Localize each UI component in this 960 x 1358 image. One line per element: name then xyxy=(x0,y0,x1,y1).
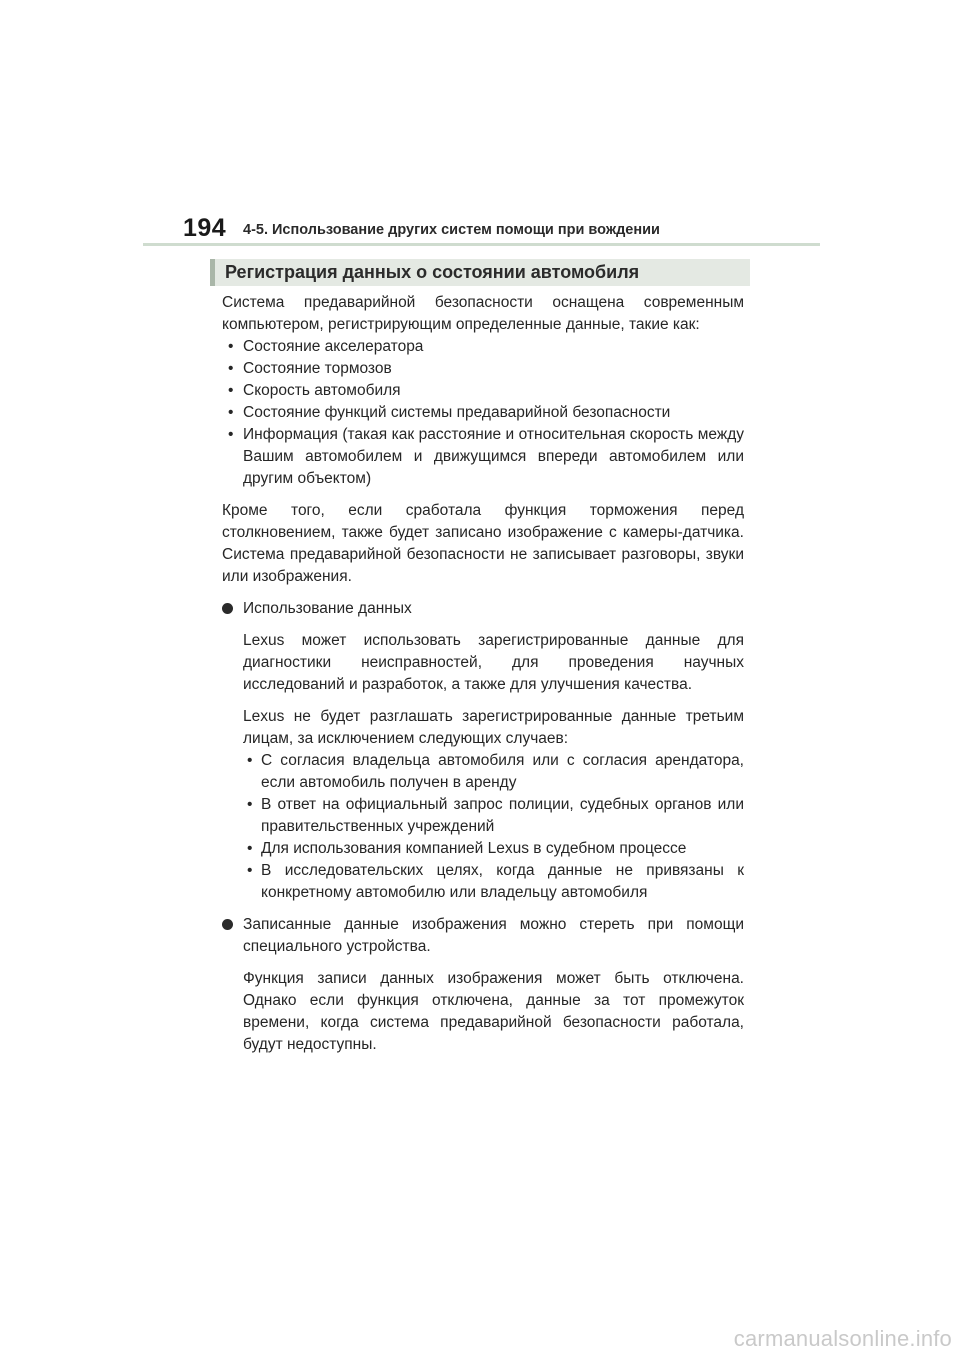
page-number: 194 xyxy=(183,214,227,242)
watermark: carmanualsonline.info xyxy=(733,1326,952,1351)
intro-paragraph: Система предаварийной безопасности оснащена современным компьютером, регистрирующим определенные данные, такие как: xyxy=(222,294,744,333)
camera-note-paragraph: Кроме того, если сработала функция торможения перед столкновением, также будет записано изображение с камеры-датчика. Система предаварийной безопасности не записывает разговоры, звуки или изображения. xyxy=(222,502,744,585)
list-item: • Информация (такая как расстояние и относительная скорость между Вашим автомобилем и движущимся впереди автомобилем или другим объектом) xyxy=(222,424,744,490)
running-head: 4-5. Использование других систем помощи при вождении xyxy=(243,222,660,238)
section-accent xyxy=(210,259,215,286)
usage-paragraph-1: Lexus может использовать зарегистрированные данные для диагностики неисправностей, для проведения научных исследований и разработок, а также для улучшения качества. xyxy=(243,632,744,693)
section-header xyxy=(210,259,750,286)
usage-paragraph-2: Lexus не будет разглашать зарегистрированные данные третьим лицам, за исключением следующих случаев: xyxy=(243,708,744,747)
list-item: • Состояние акселератора xyxy=(222,336,744,358)
bullet-dot-icon xyxy=(222,919,233,930)
list-item: • В ответ на официальный запрос полиции, судебных органов или правительственных учреждений xyxy=(243,794,744,838)
erase-heading: Записанные данные изображения можно стереть при помощи специального устройства. xyxy=(243,916,744,955)
page-content xyxy=(222,292,744,1056)
erase-section xyxy=(222,914,744,1056)
section-title: Регистрация данных о состоянии автомобиля xyxy=(225,262,640,282)
list-item: • Состояние функций системы предаварийной безопасности xyxy=(222,402,744,424)
list-item: • С согласия владельца автомобиля или с согласия арендатора, если автомобиль получен в аренду xyxy=(243,750,744,794)
list-item: • В исследовательских целях, когда данные не привязаны к конкретному автомобилю или владельцу автомобиля xyxy=(243,860,744,904)
header-rule xyxy=(143,243,820,246)
usage-heading: Использование данных xyxy=(243,600,412,617)
list-item: • Скорость автомобиля xyxy=(222,380,744,402)
usage-section xyxy=(222,598,744,904)
list-item: • Для использования компанией Lexus в судебном процессе xyxy=(243,838,744,860)
recorded-items-list xyxy=(222,336,744,490)
list-item: • Состояние тормозов xyxy=(222,358,744,380)
exceptions-list xyxy=(243,750,744,904)
erase-paragraph: Функция записи данных изображения может быть отключена. Однако если функция отключена, данные за тот промежуток времени, когда система предаварийной безопасности работала, будут недоступны. xyxy=(243,970,744,1053)
bullet-dot-icon xyxy=(222,603,233,614)
